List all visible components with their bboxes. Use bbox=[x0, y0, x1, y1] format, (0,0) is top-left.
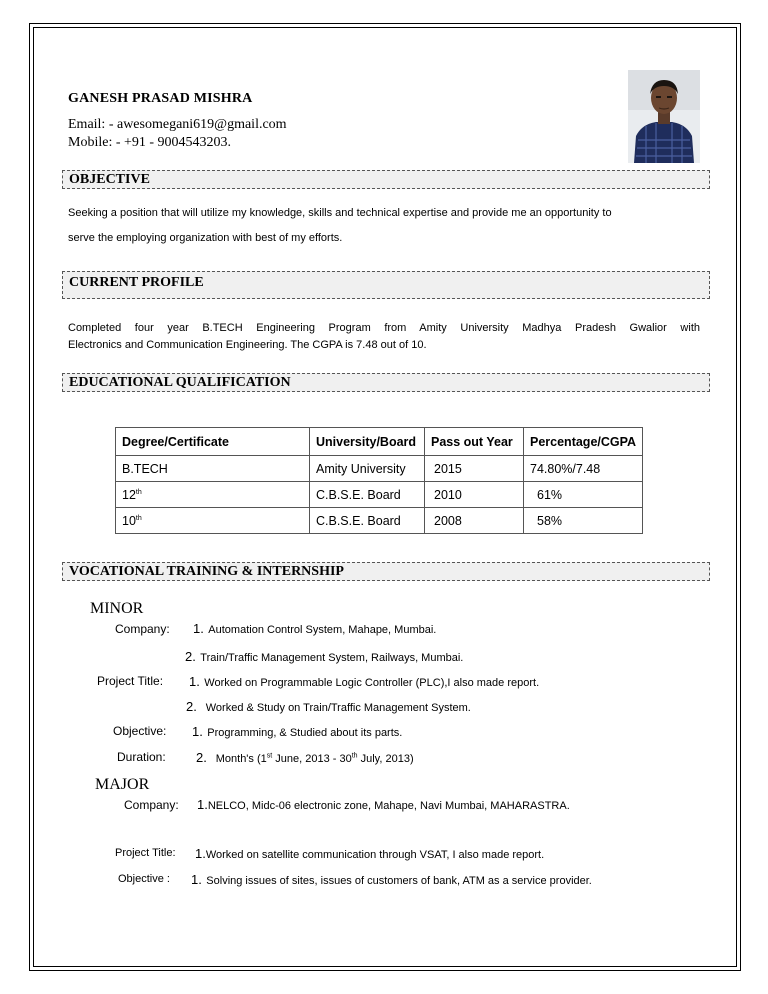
objective-line-1: Seeking a position that will utilize my knowledge, skills and technical expertise and provide me an opportunity to bbox=[68, 207, 612, 219]
header-year: Pass out Year bbox=[425, 428, 524, 456]
section-header-objective bbox=[62, 170, 710, 189]
cell-board: C.B.S.E. Board bbox=[310, 508, 425, 534]
major-company-label: Company: bbox=[124, 798, 179, 812]
cell-year: 2008 bbox=[425, 508, 524, 534]
major-company-1: 1.NELCO, Midc-06 electronic zone, Mahape, Navi Mumbai, MAHARASTRA. bbox=[197, 797, 570, 812]
minor-project-1: 1. Worked on Programmable Logic Controller (PLC),I also made report. bbox=[189, 674, 540, 689]
cell-score: 74.80%/7.48 bbox=[524, 456, 643, 482]
major-project-label: Project Title: bbox=[115, 847, 176, 859]
cell-degree: 12th bbox=[116, 482, 310, 508]
objective-line-2: serve the employing organization with best of my efforts. bbox=[68, 232, 343, 244]
cell-board: Amity University bbox=[310, 456, 425, 482]
cell-year: 2010 bbox=[425, 482, 524, 508]
profile-photo bbox=[628, 70, 700, 163]
section-title: CURRENT PROFILE bbox=[69, 275, 204, 290]
cell-year: 2015 bbox=[425, 456, 524, 482]
minor-duration-label: Duration: bbox=[117, 750, 166, 764]
profile-line-1: Completed four year B.TECH Engineering Program from Amity University Madhya Pradesh Gwalior with bbox=[68, 322, 700, 334]
minor-objective-1: 1. Programming, & Studied about its parts. bbox=[192, 724, 403, 739]
header-board: University/Board bbox=[310, 428, 425, 456]
minor-project-label: Project Title: bbox=[97, 674, 164, 688]
email-line: Email: - awesomegani619@gmail.com bbox=[68, 117, 287, 132]
section-header-profile bbox=[62, 271, 710, 299]
minor-company-label: Company: bbox=[115, 622, 170, 636]
table-row bbox=[116, 508, 643, 534]
mobile-line: Mobile: - +91 - 9004543203. bbox=[68, 135, 232, 150]
cell-score: 61% bbox=[524, 482, 643, 508]
header-degree: Degree/Certificate bbox=[116, 428, 310, 456]
section-title: EDUCATIONAL QUALIFICATION bbox=[69, 375, 291, 390]
minor-project-2: 2. Worked & Study on Train/Traffic Management System. bbox=[186, 699, 471, 714]
cell-board: C.B.S.E. Board bbox=[310, 482, 425, 508]
section-header-education bbox=[62, 373, 710, 392]
profile-line-2: Electronics and Communication Engineering. The CGPA is 7.48 out of 10. bbox=[68, 339, 427, 351]
minor-heading: MINOR bbox=[90, 600, 144, 617]
minor-objective-label: Objective: bbox=[113, 724, 167, 738]
minor-company-2: 2. Train/Traffic Management System, Railways, Mumbai. bbox=[185, 649, 464, 664]
major-objective-1: 1. Solving issues of sites, issues of customers of bank, ATM as a service provider. bbox=[191, 872, 592, 887]
section-header-training bbox=[62, 562, 710, 581]
minor-duration: 2. Month's (1st June, 2013 - 30th July, 2013) bbox=[196, 750, 414, 765]
candidate-name: GANESH PRASAD MISHRA bbox=[68, 91, 253, 106]
major-heading: MAJOR bbox=[95, 776, 150, 793]
section-title: OBJECTIVE bbox=[69, 172, 150, 187]
table-row bbox=[116, 456, 643, 482]
cell-degree: B.TECH bbox=[116, 456, 310, 482]
table-header-row bbox=[116, 428, 643, 456]
education-table bbox=[115, 427, 643, 534]
major-project-1: 1.Worked on satellite communication through VSAT, I also made report. bbox=[195, 846, 545, 861]
table-row bbox=[116, 482, 643, 508]
header-score: Percentage/CGPA bbox=[524, 428, 643, 456]
section-title: VOCATIONAL TRAINING & INTERNSHIP bbox=[69, 564, 344, 579]
minor-company-1: 1. Automation Control System, Mahape, Mumbai. bbox=[193, 621, 437, 636]
cell-score: 58% bbox=[524, 508, 643, 534]
major-objective-label: Objective : bbox=[118, 873, 170, 885]
cell-degree: 10th bbox=[116, 508, 310, 534]
